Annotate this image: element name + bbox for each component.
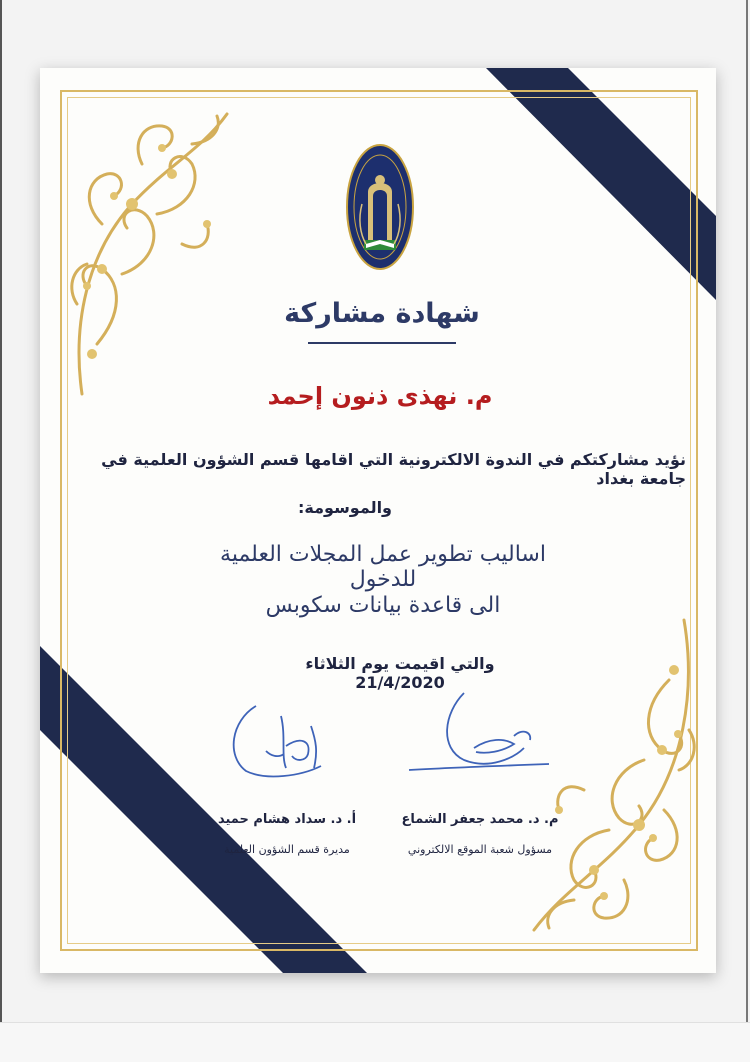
title-underline <box>308 342 456 344</box>
signer-left-name: أ. د. سداد هشام حميد <box>217 812 357 827</box>
topic-line-1: اساليب تطوير عمل المجلات العلمية للدخول <box>220 542 546 592</box>
signature-graphic-right-side-left <box>404 688 554 788</box>
event-date: والتي اقيمت يوم الثلاثاء 21/4/2020 <box>305 654 495 692</box>
body-line-1: نؤيد مشاركتكم في الندوة الالكترونية التي اقامها قسم الشؤون العلمية في جامعة بغداد <box>101 450 686 488</box>
certificate-title-box <box>277 294 487 340</box>
topic-line-2: الى قاعدة بيانات سكوبس <box>265 593 501 618</box>
university-logo <box>346 144 414 270</box>
signature-graphic-left-side <box>226 696 346 786</box>
certificate-title: شهادة مشاركة <box>284 298 480 329</box>
signer-left-role: مديرة قسم الشؤون العلمية <box>224 843 350 856</box>
ornament-top-left <box>62 104 232 404</box>
signer-right-role: مسؤول شعبة الموقع الالكتروني <box>407 843 553 856</box>
bottom-toolbar-area <box>0 1022 750 1062</box>
signer-right-name: م. د. محمد جعفر الشماع <box>401 812 559 827</box>
certificate <box>40 68 716 973</box>
body-line-2: والموسومة: <box>298 498 392 517</box>
recipient-name: م. نهذى ذنون إحمد <box>267 382 493 410</box>
